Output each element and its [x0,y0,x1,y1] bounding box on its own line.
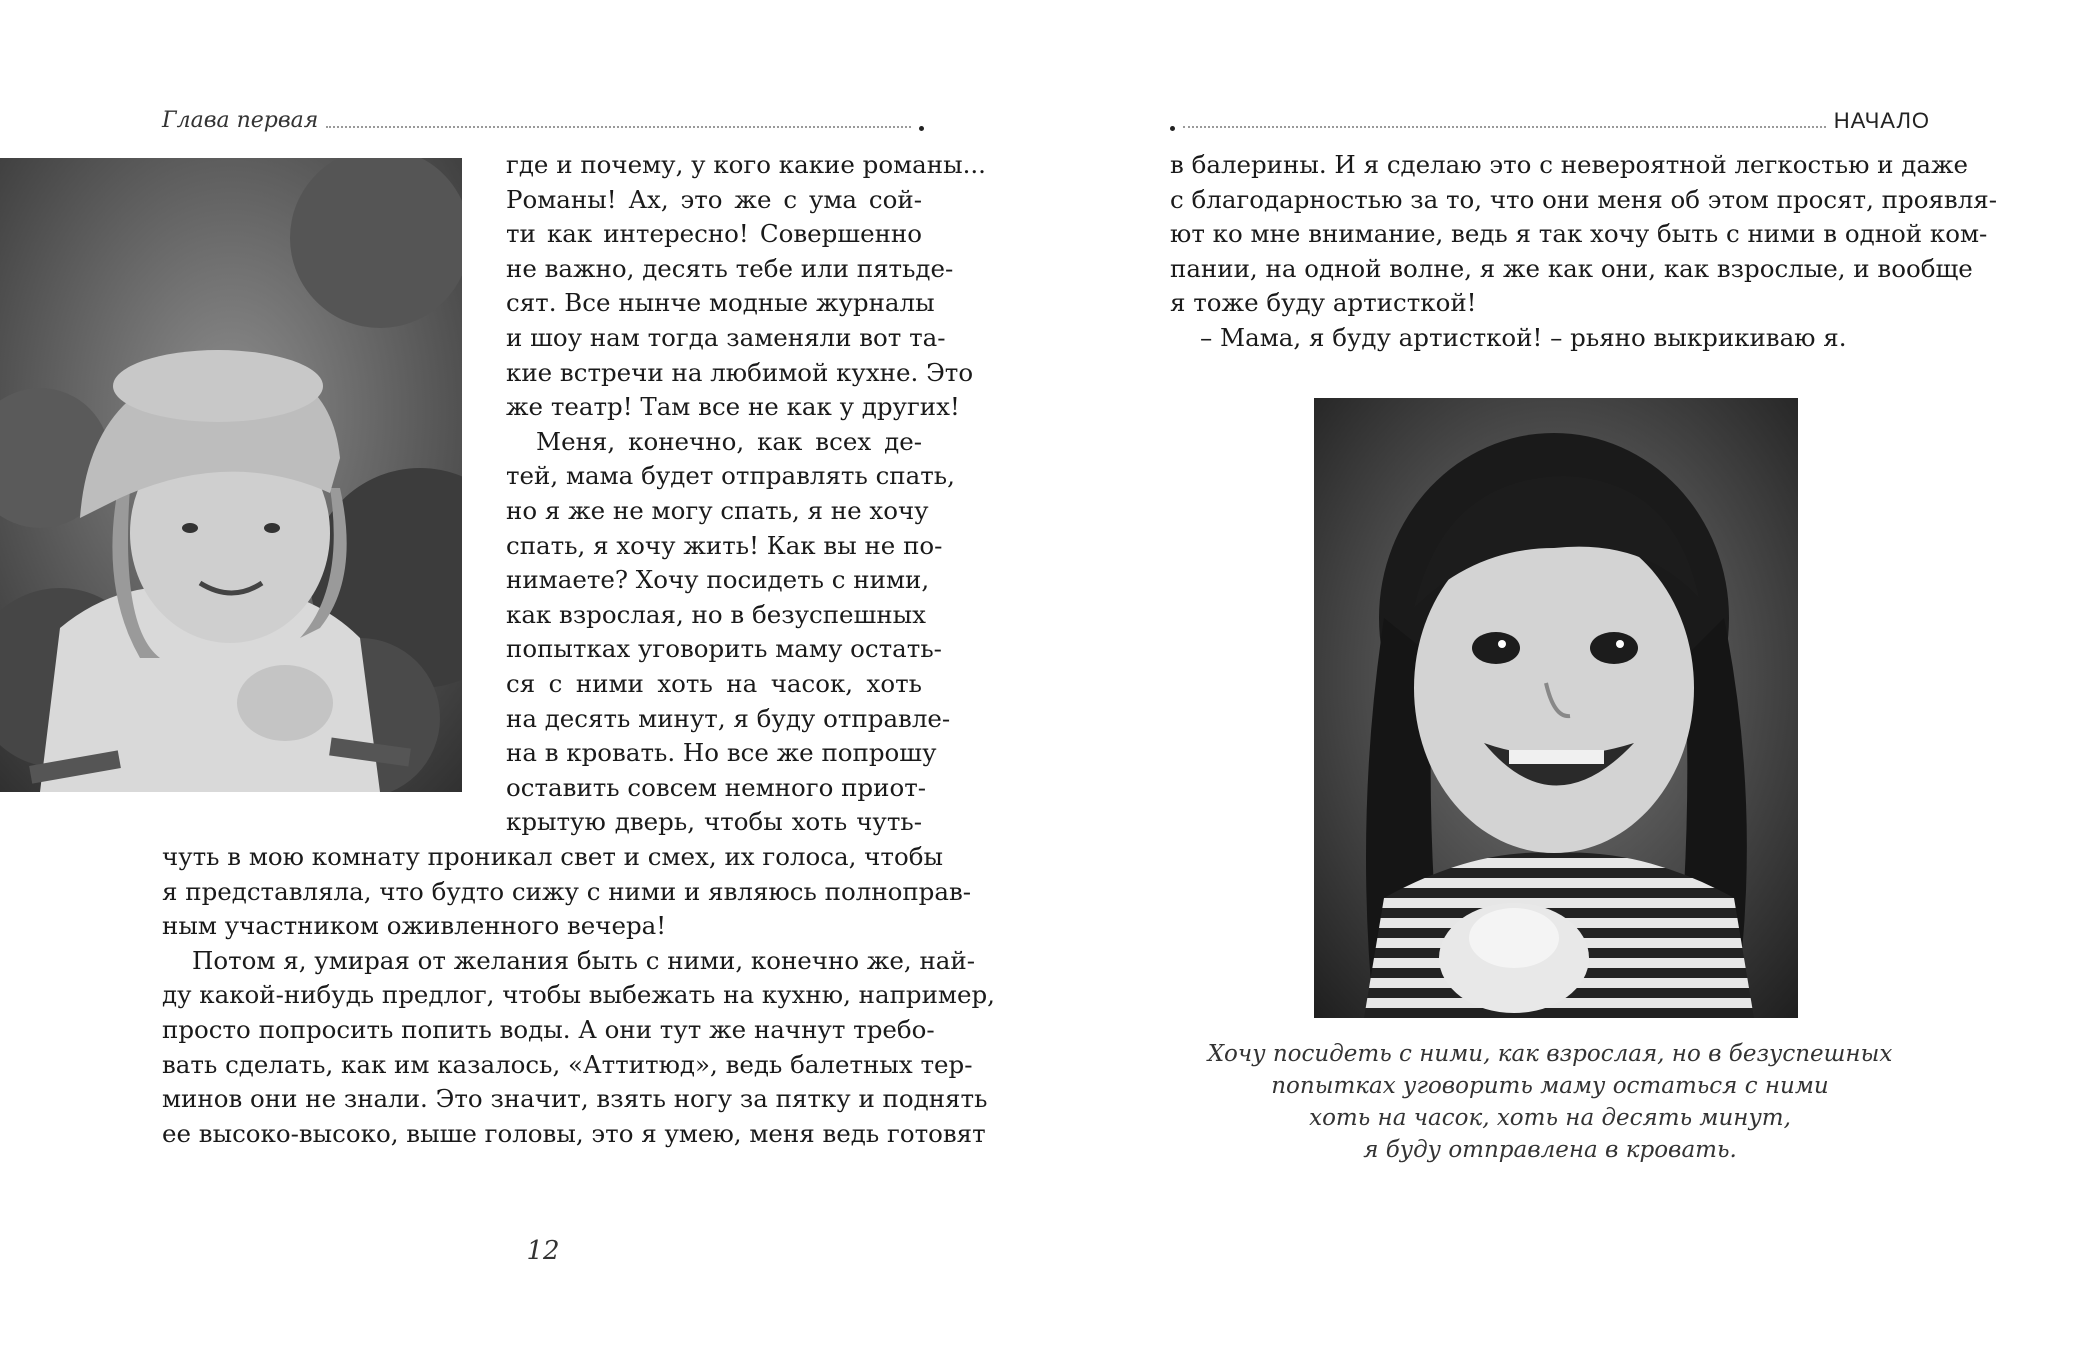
text-line: ным участником оживленного вечера! [162,911,667,941]
text-line: на десять минут, я буду отправле- [506,703,951,733]
text-line: ти как интересно! Совершенно [506,219,922,249]
text-line: Потом я, умирая от желания быть с ними, конечно же, най- [192,945,976,975]
body-text-right [1170,148,1997,356]
dotted-leader [1183,126,1826,128]
text-line: с благодарностью за то, что они меня об этом просят, проявля- [1170,184,1997,214]
text-line: тей, мама будет отправлять спать, [506,461,955,491]
caption-line: попытках уговорить маму остаться с ними [1271,1073,1829,1099]
text-line: оставить совсем немного приот- [506,772,927,802]
text-line: ся с ними хоть на часок, хоть [506,668,922,698]
text-line: вать сделать, как им казалось, «Аттитюд», ведь балетных тер- [162,1049,973,1079]
section-label: НАЧАЛО [1833,108,1930,133]
text-line: сят. Все нынче модные журналы [506,288,935,318]
text-line: ду какой-нибудь предлог, чтобы выбежать на кухню, например, [162,980,995,1010]
text-line: в балерины. И я сделаю это с невероятной легкостью и даже [1170,150,1969,179]
text-line: кие встречи на любимой кухне. Это [506,357,974,387]
chapter-label: Глава первая [162,108,319,133]
running-head-right [1170,102,1930,132]
text-line: же театр! Там все не как у других! [506,392,960,422]
text-line: нимаете? Хочу посидеть с ними, [506,565,930,595]
text-line: Романы! Ах, это же с ума сой- [506,184,922,214]
text-line: попытках уговорить маму остать- [506,634,942,664]
text-line: но я же не могу спать, я не хочу [506,495,929,525]
text-line: крытую дверь, чтобы хоть чуть- [506,807,922,837]
text-line: где и почему, у кого какие романы... [506,150,986,179]
text-line: и шоу нам тогда заменяли вот та- [506,322,946,352]
text-line: минов они не знали. Это значит, взять ногу за пятку и поднять [162,1084,988,1114]
text-line: ют ко мне внимание, ведь я так хочу быть с ними в одной ком- [1170,219,1988,249]
text-line: я представляла, что будто сижу с ними и являюсь полноправ- [162,876,972,906]
text-line: не важно, десять тебе или пятьде- [506,253,954,283]
photo-caption [1170,1038,1930,1166]
text-line: Меня, конечно, как всех де- [536,426,922,456]
caption-line: я буду отправлена в кровать. [1363,1137,1737,1163]
text-line: ее высоко-высоко, выше головы, это я умею, меня ведь готовят [162,1118,986,1148]
text-line: я тоже буду артисткой! [1170,288,1477,318]
page-number: 12 [526,1236,560,1266]
text-line: спать, я хочу жить! Как вы не по- [506,530,943,560]
text-line: – Мама, я буду артисткой! – рьяно выкрикиваю я. [1200,322,1847,352]
text-line: пании, на одной волне, я же как они, как взрослые, и вообще [1170,253,1973,283]
text-line: просто попросить попить воды. А они тут же начнут требо- [162,1014,935,1044]
caption-line: Хочу посидеть с ними, как взрослая, но в безуспешных [1207,1041,1893,1067]
text-line: как взрослая, но в безуспешных [506,599,926,629]
leader-start-dot [1170,126,1175,131]
text-line: на в кровать. Но все же попрошу [506,738,937,768]
text-line: чуть в мою комнату проникал свет и смех, их голоса, чтобы [162,842,943,871]
caption-line: хоть на часок, хоть на десять минут, [1309,1105,1791,1131]
photo-smiling-child [1314,398,1798,1018]
